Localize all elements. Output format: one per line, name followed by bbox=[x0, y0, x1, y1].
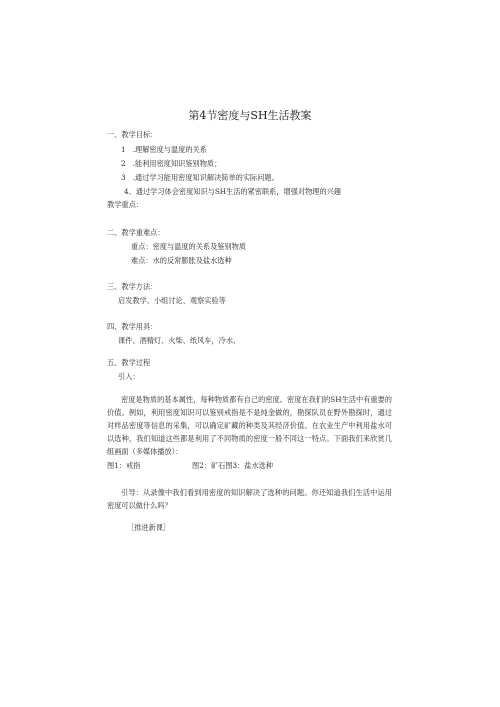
methods-text: 启发教学、小组讨论、观察实验等 bbox=[118, 296, 226, 305]
section-heading-process: 五、教学过程 bbox=[107, 358, 151, 367]
goal-item: 2 .能利用密度知识鉴别物质； bbox=[121, 159, 222, 168]
new-lesson-heading: ［推进新课］ bbox=[127, 523, 171, 532]
body-paragraph: 密度是物质的基本属性，每种物质都有自己的密度。密度在我们的SH生活中有重要的价值。例如，利用密度知识可以鉴别戒指是不是纯金做的，勘探队员在野外勘探时，通过对样品密度等信息的采集，可以确定矿藏的种类及其经济价值。在农业生产中利用盐水可以选种，我们知道这些都是利用了不同物质的密度一般不同这一特点。下面我们来欣赏几组画面（多媒体播放）： bbox=[107, 395, 392, 456]
goal-item: 3 .通过学习能用密度知识解决简单的实际问题。 bbox=[121, 173, 279, 182]
guide-paragraph: 引导：从录像中我们看到用密度的知识解决了选种的问题。你还知道我们生活中运用密度可以做什么吗？ bbox=[107, 488, 392, 510]
page-title: 第4节密度与SH生活教案 bbox=[188, 109, 312, 122]
difficult-point-text: 难点：水的反常膨胀及盐水选种 bbox=[131, 256, 232, 265]
section-heading-methods: 三、教学方法： bbox=[107, 282, 158, 291]
figure-caption-1: 图1：戒指 bbox=[107, 461, 141, 470]
key-points-label: 教学重点： bbox=[107, 200, 143, 209]
goal-item: 1 .理解密度与温度的关系 bbox=[121, 145, 207, 154]
section-heading-goals: 一、教学目标： bbox=[107, 130, 158, 139]
intro-label: 引入： bbox=[118, 372, 140, 381]
figure-caption-2-3: 图2：矿石图3：盐水选种 bbox=[192, 461, 274, 470]
section-heading-tools: 四、教学用具： bbox=[107, 322, 158, 331]
section-heading-difficulties: 二、教学重难点： bbox=[107, 228, 165, 237]
key-point-text: 重点：密度与温度的关系及鉴别物质 bbox=[131, 242, 247, 251]
goal-item: 4、通过学习体会密度知识与SH生活的紧密联系，增强对物理的兴趣 bbox=[124, 187, 342, 196]
tools-text: 课件、酒精灯、火柴、纸风车，冷水、 bbox=[118, 336, 241, 345]
